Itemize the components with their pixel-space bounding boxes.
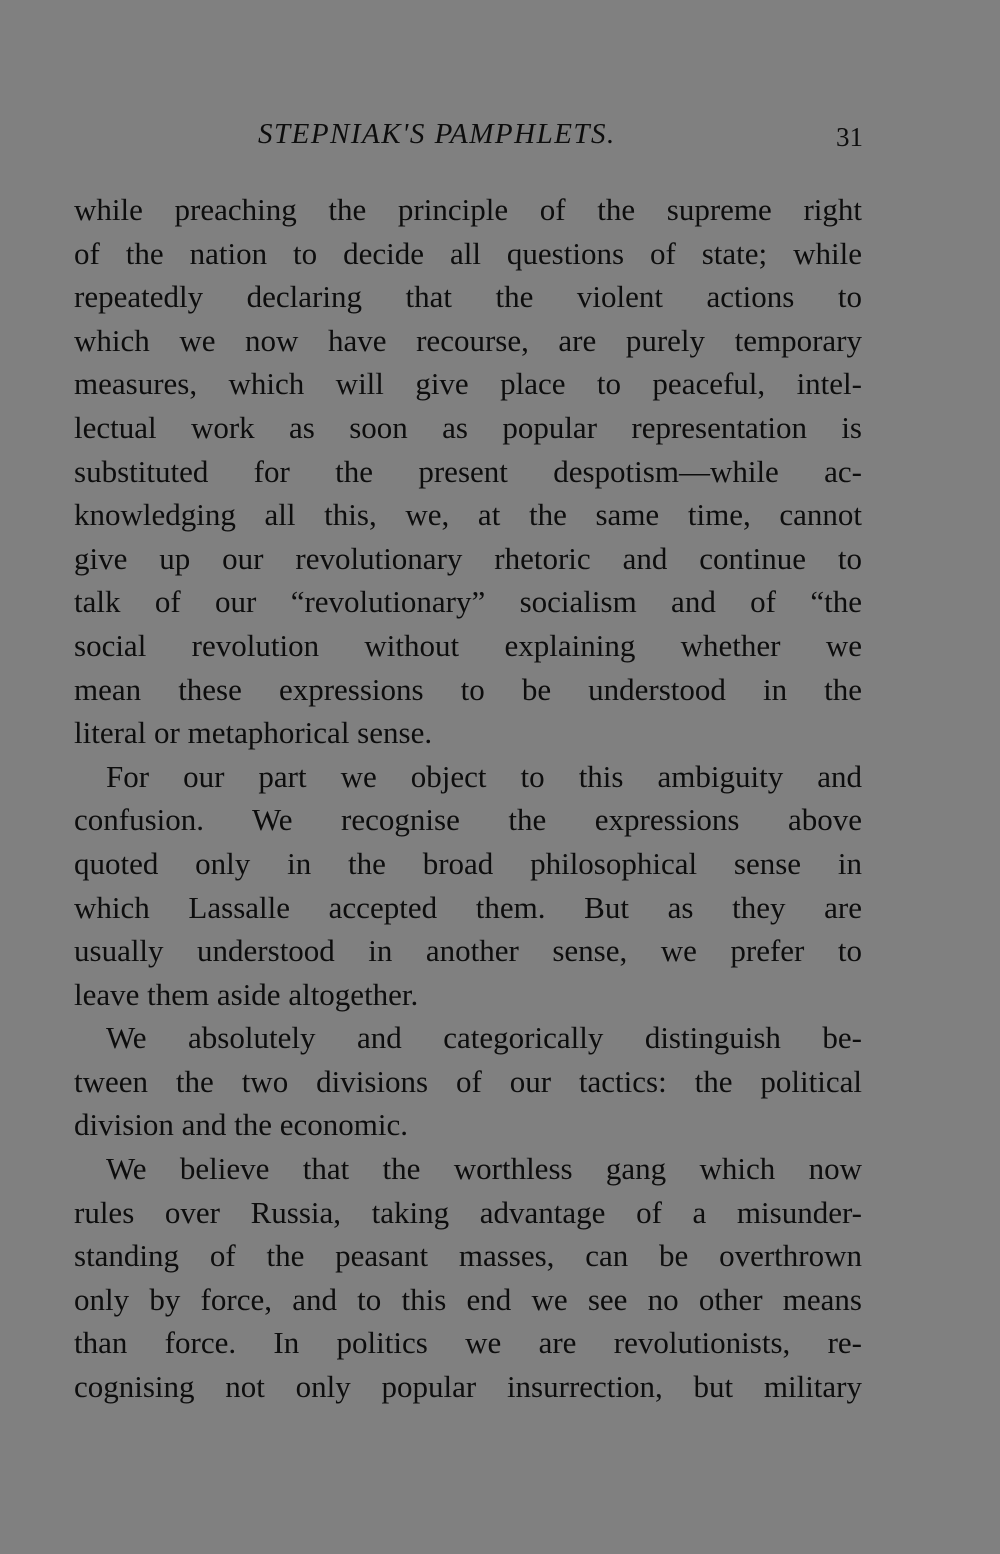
text-line: social revolution without explaining whether we <box>74 627 862 663</box>
paragraph-4 <box>74 1147 862 1409</box>
paragraph-3 <box>74 1016 862 1147</box>
text-line: For our part we object to this ambiguity and <box>106 758 862 794</box>
text-line: leave them aside altogether. <box>74 976 419 1012</box>
text-line: measures, which will give place to peaceful, intel- <box>74 366 862 402</box>
running-header <box>0 118 1000 162</box>
text-line: of the nation to decide all questions of state; while <box>74 235 862 271</box>
text-line: mean these expressions to be understood in the <box>74 671 862 707</box>
text-line: while preaching the principle of the supreme right <box>74 192 862 227</box>
text-line: quoted only in the broad philosophical sense in <box>74 845 862 881</box>
text-line: confusion. We recognise the expressions above <box>74 802 862 838</box>
text-line: usually understood in another sense, we prefer to <box>74 933 862 969</box>
text-line: substituted for the present despotism—while ac- <box>74 453 862 489</box>
paragraph-1 <box>74 188 862 755</box>
text-line: tween the two divisions of our tactics: the political <box>74 1063 862 1099</box>
text-line: which we now have recourse, are purely temporary <box>74 322 862 358</box>
body-text <box>74 188 862 1409</box>
text-line: cognising not only popular insurrection, but military <box>74 1369 862 1405</box>
text-line: division and the economic. <box>74 1107 409 1143</box>
text-line: knowledging all this, we, at the same time, cannot <box>74 497 862 533</box>
text-line: lectual work as soon as popular representation is <box>74 409 862 445</box>
running-title: STEPNIAK'S PAMPHLETS. <box>258 118 616 150</box>
text-line: which Lassalle accepted them. But as they are <box>74 889 862 925</box>
page-number: 31 <box>836 122 863 152</box>
text-line: We believe that the worthless gang which now <box>106 1151 862 1187</box>
text-line: repeatedly declaring that the violent actions to <box>74 279 862 315</box>
text-line: than force. In politics we are revolutionists, re- <box>74 1325 862 1361</box>
text-line: rules over Russia, taking advantage of a misunder- <box>74 1194 862 1230</box>
text-line: only by force, and to this end we see no other means <box>74 1281 862 1317</box>
paragraph-2 <box>74 755 862 1017</box>
text-line: standing of the peasant masses, can be overthrown <box>74 1238 862 1274</box>
text-line: talk of our “revolutionary” socialism and of “the <box>74 584 862 620</box>
text-line: literal or metaphorical sense. <box>74 715 433 751</box>
text-line: give up our revolutionary rhetoric and continue to <box>74 540 862 576</box>
text-line: We absolutely and categorically distinguish be- <box>106 1020 862 1056</box>
